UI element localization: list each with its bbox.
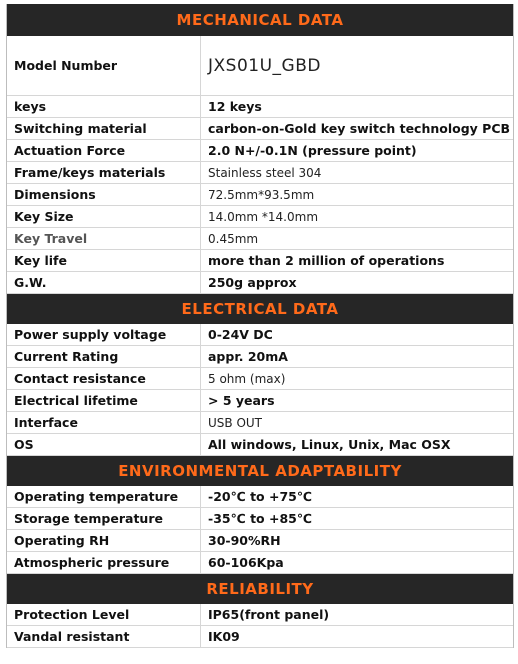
spec-value: 0-24V DC: [208, 327, 273, 342]
spec-row-current-rating: [7, 346, 513, 368]
spec-value: 30-90%RH: [208, 533, 281, 548]
spec-value: -20℃ to +75℃: [208, 489, 312, 504]
spec-label: Operating temperature: [7, 486, 201, 507]
spec-value: USB OUT: [208, 415, 263, 430]
spec-value: 250g approx: [208, 275, 297, 290]
spec-value: JXS01U_GBD: [208, 55, 321, 76]
spec-label: Key Travel: [7, 228, 201, 249]
spec-label: Operating RH: [7, 530, 201, 551]
spec-row-keys: [7, 96, 513, 118]
spec-row-interface: [7, 412, 513, 434]
spec-value: 72.5mm*93.5mm: [208, 187, 315, 202]
spec-label: Atmospheric pressure: [7, 552, 201, 573]
spec-row-actuation-force: [7, 140, 513, 162]
spec-row-os: [7, 434, 513, 456]
spec-label: Frame/keys materials: [7, 162, 201, 183]
spec-label: Storage temperature: [7, 508, 201, 529]
spec-value: 12 keys: [208, 99, 262, 114]
spec-row-contact-resistance: [7, 368, 513, 390]
spec-value: IK09: [208, 629, 240, 644]
spec-label: keys: [7, 96, 201, 117]
spec-value: 2.0 N+/-0.1N (pressure point): [208, 143, 417, 158]
spec-value: 5 ohm (max): [208, 371, 286, 386]
spec-label: Contact resistance: [7, 368, 201, 389]
spec-label: Current Rating: [7, 346, 201, 367]
spec-label: Vandal resistant: [7, 626, 201, 647]
spec-row-key-life: [7, 250, 513, 272]
spec-row-dimensions: [7, 184, 513, 206]
spec-value: > 5 years: [208, 393, 275, 408]
spec-row-power-supply: [7, 324, 513, 346]
spec-row-vandal-resistant: [7, 626, 513, 648]
section-header-electrical: ELECTRICAL DATA: [7, 294, 513, 324]
spec-row-operating-temperature: [7, 486, 513, 508]
spec-row-switching-material: [7, 118, 513, 140]
spec-label: Model Number: [7, 36, 201, 95]
spec-label: Electrical lifetime: [7, 390, 201, 411]
spec-value: appr. 20mA: [208, 349, 288, 364]
spec-value: All windows, Linux, Unix, Mac OSX: [208, 437, 451, 452]
spec-value: Stainless steel 304: [208, 165, 322, 180]
spec-value: 60-106Kpa: [208, 555, 284, 570]
spec-value: 14.0mm *14.0mm: [208, 209, 319, 224]
spec-label: G.W.: [7, 272, 201, 293]
spec-label: Power supply voltage: [7, 324, 201, 345]
spec-value: 0.45mm: [208, 231, 259, 246]
section-header-environmental: ENVIRONMENTAL ADAPTABILITY: [7, 456, 513, 486]
spec-label: OS: [7, 434, 201, 455]
spec-row-electrical-lifetime: [7, 390, 513, 412]
spec-value: -35℃ to +85℃: [208, 511, 312, 526]
spec-row-operating-rh: [7, 530, 513, 552]
spec-label: Switching material: [7, 118, 201, 139]
spec-label: Protection Level: [7, 604, 201, 625]
spec-row-atmospheric-pressure: [7, 552, 513, 574]
spec-row-key-size: [7, 206, 513, 228]
section-header-reliability: RELIABILITY: [7, 574, 513, 604]
spec-row-protection-level: [7, 604, 513, 626]
section-header-mechanical: MECHANICAL DATA: [7, 4, 513, 36]
spec-value: carbon-on-Gold key switch technology PCB: [208, 121, 511, 136]
spec-row-frame-materials: [7, 162, 513, 184]
spec-label: Actuation Force: [7, 140, 201, 161]
spec-label: Interface: [7, 412, 201, 433]
spec-value: more than 2 million of operations: [208, 253, 445, 268]
spec-label: Key Size: [7, 206, 201, 227]
spec-row-key-travel: [7, 228, 513, 250]
spec-row-model-number: [7, 36, 513, 96]
spec-row-gross-weight: [7, 272, 513, 294]
spec-label: Key life: [7, 250, 201, 271]
spec-label: Dimensions: [7, 184, 201, 205]
spec-value: IP65(front panel): [208, 607, 330, 622]
spec-row-storage-temperature: [7, 508, 513, 530]
spec-sheet: [6, 4, 514, 648]
